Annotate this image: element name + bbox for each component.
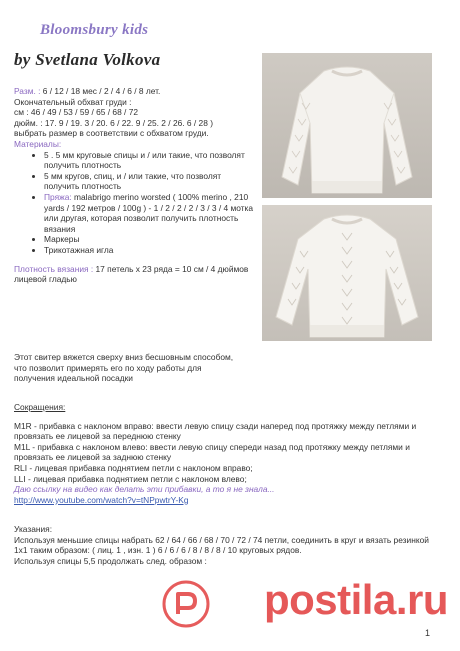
postila-watermark: postila.ru [263,576,448,623]
video-note: Даю ссылку на видео как делать эти прибавки, а то я не знала... [14,484,275,495]
materials-item: • Трикотажная игла [44,245,254,256]
abbr-m1l: M1L - прибавка с наклоном влево: ввести левую спицу спереди назад под протяжку между петлями и провязать ее лицевой за заднюю стенку [14,441,410,463]
instructions-line: Используя меньшие спицы набрать 62 / 64 / 66 / 68 / 70 / 72 / 74 петли, соединить в круг и вязать резинкой 1x1 таким образом: ( лиц. 1 , изн. 1 ) 6 / 6 / 6 / 8 / 8 / 8 / 10 круговых рядов. [14,534,429,556]
materials-item: • Маркеры [44,234,254,245]
pattern-title: Bloomsbury kids [40,22,149,38]
materials-item: • 5 . 5 мм круговые спицы и / или такие, что позволят получить плотность [44,150,254,171]
gauge-text: 17 петель x 23 ряда = 10 см / 4 дюймов лицевой гладью [14,263,249,285]
pattern-author: by Svetlana Volkova [14,50,161,69]
postila-logo-icon [162,580,210,628]
gauge-label: Плотность вязания : [14,263,94,274]
yarn-label: Пряжа: [44,191,72,202]
yarn-text: malabrigo merino worsted ( 100% merino , 210 yards / 192 метров / 100g ) - 1 / 2 / 2 / 2 / 3 / 3 / 4 мотка или другая, которая позволит получить плотность вязания [44,191,254,234]
intro-paragraph [14,352,244,384]
instructions-title: Указания: [14,524,53,534]
sweater-photo-front [262,53,432,198]
materials-item: • 5 мм кругов, спиц, и / или такие, что позволят получить плотность [44,171,254,192]
sweater-photo-back [262,205,432,341]
video-link[interactable]: http://www.youtube.com/watch?v=tNPpwtrY-Kg [14,494,189,505]
materials-label: Материалы: [14,138,62,149]
choose-size: выбрать размер в соответствии с обхватом груди. [14,128,209,139]
chest-cm: см : 46 / 49 / 53 / 59 / 65 / 68 / 72 [14,107,139,118]
abbreviations-title: Сокращения: [14,402,66,412]
materials-column [14,86,254,285]
abbr-lli: LLI - лицевая прибавка поднятием петли с наклоном влево; [14,473,247,484]
abbreviations-section [14,402,444,505]
instructions-section [14,524,444,566]
chest-inch: дюйм. : 17. 9 / 19. 3 / 20. 6 / 22. 9 / 25. 2 / 26. 6 / 28 ) [14,117,213,128]
intro-text: Этот свитер вяжется сверху вниз бесшовным способом, что позволит примерять его по ходу работы для получения идеальной посадки [14,352,234,384]
sizes-values: 6 / 12 / 18 мес / 2 / 4 / 6 / 8 лет. [42,86,161,96]
materials-list [14,150,254,256]
gauge-line [14,264,254,285]
sizes-line [14,86,254,97]
sizes-label: Разм. : [14,86,41,96]
abbr-rli: RLI - лицевая прибавка поднятием петли с наклоном вправо; [14,462,253,473]
materials-item-yarn [44,192,254,234]
chest-label: Окончательный обхват груди : [14,96,132,107]
abbr-m1r: M1R - прибавка с наклоном вправо: ввести левую спицу сзади наперед под протяжку между петлями и провязать ее лицевой за переднюю стенку [14,420,417,442]
page-number: 1 [425,628,431,638]
instructions-line: Используя спицы 5,5 продолжать след. образом : [14,555,207,566]
